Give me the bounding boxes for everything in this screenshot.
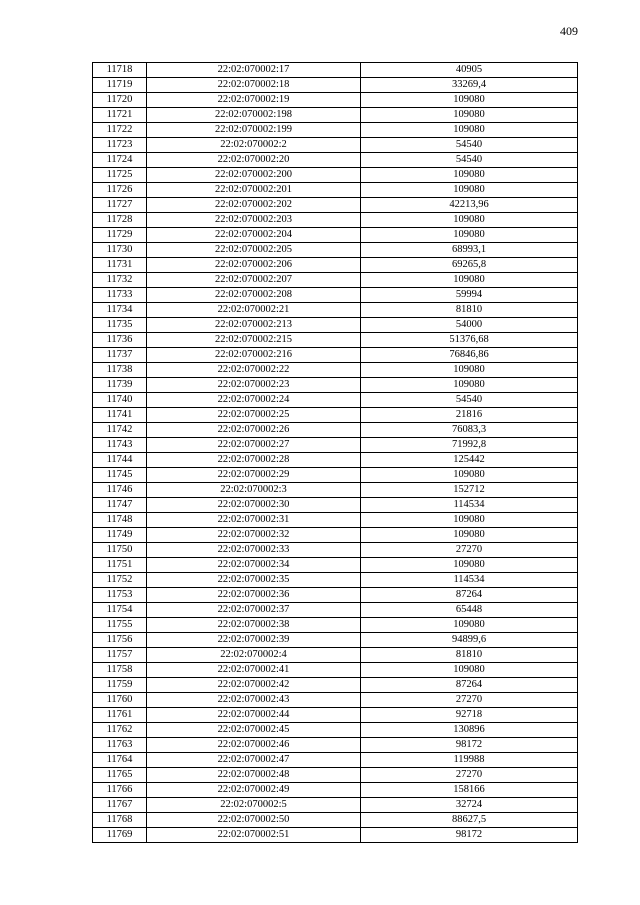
table-row xyxy=(93,513,578,528)
value-cell: 109080 xyxy=(361,663,578,678)
table-row xyxy=(93,213,578,228)
cadastral-number-cell: 22:02:070002:199 xyxy=(147,123,361,138)
value-cell: 40905 xyxy=(361,63,578,78)
row-number-cell: 11727 xyxy=(93,198,147,213)
table-row xyxy=(93,183,578,198)
row-number-cell: 11743 xyxy=(93,438,147,453)
value-cell: 109080 xyxy=(361,93,578,108)
table-row xyxy=(93,468,578,483)
value-cell: 125442 xyxy=(361,453,578,468)
table-row xyxy=(93,303,578,318)
registry-table xyxy=(92,62,578,843)
table-row xyxy=(93,828,578,843)
value-cell: 76846,86 xyxy=(361,348,578,363)
table-row xyxy=(93,453,578,468)
row-number-cell: 11725 xyxy=(93,168,147,183)
cadastral-number-cell: 22:02:070002:51 xyxy=(147,828,361,843)
cadastral-number-cell: 22:02:070002:35 xyxy=(147,573,361,588)
value-cell: 54540 xyxy=(361,393,578,408)
cadastral-number-cell: 22:02:070002:215 xyxy=(147,333,361,348)
row-number-cell: 11738 xyxy=(93,363,147,378)
table-row xyxy=(93,153,578,168)
row-number-cell: 11730 xyxy=(93,243,147,258)
table-row xyxy=(93,318,578,333)
row-number-cell: 11760 xyxy=(93,693,147,708)
row-number-cell: 11765 xyxy=(93,768,147,783)
table-row xyxy=(93,663,578,678)
cadastral-number-cell: 22:02:070002:205 xyxy=(147,243,361,258)
table-row xyxy=(93,603,578,618)
row-number-cell: 11721 xyxy=(93,108,147,123)
row-number-cell: 11722 xyxy=(93,123,147,138)
value-cell: 51376,68 xyxy=(361,333,578,348)
row-number-cell: 11724 xyxy=(93,153,147,168)
cadastral-number-cell: 22:02:070002:31 xyxy=(147,513,361,528)
row-number-cell: 11739 xyxy=(93,378,147,393)
row-number-cell: 11763 xyxy=(93,738,147,753)
value-cell: 109080 xyxy=(361,183,578,198)
value-cell: 158166 xyxy=(361,783,578,798)
row-number-cell: 11718 xyxy=(93,63,147,78)
table-row xyxy=(93,93,578,108)
value-cell: 152712 xyxy=(361,483,578,498)
table-row xyxy=(93,423,578,438)
cadastral-number-cell: 22:02:070002:28 xyxy=(147,453,361,468)
value-cell: 109080 xyxy=(361,528,578,543)
value-cell: 21816 xyxy=(361,408,578,423)
cadastral-number-cell: 22:02:070002:23 xyxy=(147,378,361,393)
value-cell: 98172 xyxy=(361,828,578,843)
value-cell: 71992,8 xyxy=(361,438,578,453)
row-number-cell: 11744 xyxy=(93,453,147,468)
cadastral-number-cell: 22:02:070002:37 xyxy=(147,603,361,618)
cadastral-number-cell: 22:02:070002:41 xyxy=(147,663,361,678)
row-number-cell: 11723 xyxy=(93,138,147,153)
table-row xyxy=(93,273,578,288)
row-number-cell: 11735 xyxy=(93,318,147,333)
cadastral-number-cell: 22:02:070002:33 xyxy=(147,543,361,558)
cadastral-number-cell: 22:02:070002:36 xyxy=(147,588,361,603)
cadastral-number-cell: 22:02:070002:207 xyxy=(147,273,361,288)
cadastral-number-cell: 22:02:070002:48 xyxy=(147,768,361,783)
value-cell: 27270 xyxy=(361,693,578,708)
table-row xyxy=(93,768,578,783)
table-row xyxy=(93,813,578,828)
cadastral-number-cell: 22:02:070002:198 xyxy=(147,108,361,123)
row-number-cell: 11732 xyxy=(93,273,147,288)
value-cell: 69265,8 xyxy=(361,258,578,273)
page-number: 409 xyxy=(560,24,578,38)
table-row xyxy=(93,168,578,183)
cadastral-number-cell: 22:02:070002:206 xyxy=(147,258,361,273)
cadastral-number-cell: 22:02:070002:39 xyxy=(147,633,361,648)
cadastral-number-cell: 22:02:070002:24 xyxy=(147,393,361,408)
cadastral-number-cell: 22:02:070002:22 xyxy=(147,363,361,378)
table-row xyxy=(93,618,578,633)
row-number-cell: 11764 xyxy=(93,753,147,768)
cadastral-number-cell: 22:02:070002:50 xyxy=(147,813,361,828)
row-number-cell: 11720 xyxy=(93,93,147,108)
cadastral-number-cell: 22:02:070002:38 xyxy=(147,618,361,633)
table-row xyxy=(93,438,578,453)
value-cell: 109080 xyxy=(361,378,578,393)
table-row xyxy=(93,363,578,378)
value-cell: 81810 xyxy=(361,303,578,318)
row-number-cell: 11745 xyxy=(93,468,147,483)
registry-table-body xyxy=(93,63,578,843)
cadastral-number-cell: 22:02:070002:27 xyxy=(147,438,361,453)
cadastral-number-cell: 22:02:070002:47 xyxy=(147,753,361,768)
table-row xyxy=(93,783,578,798)
value-cell: 119988 xyxy=(361,753,578,768)
value-cell: 94899,6 xyxy=(361,633,578,648)
cadastral-number-cell: 22:02:070002:5 xyxy=(147,798,361,813)
table-row xyxy=(93,243,578,258)
value-cell: 76083,3 xyxy=(361,423,578,438)
value-cell: 42213,96 xyxy=(361,198,578,213)
table-row xyxy=(93,333,578,348)
table-row xyxy=(93,588,578,603)
value-cell: 27270 xyxy=(361,768,578,783)
row-number-cell: 11767 xyxy=(93,798,147,813)
row-number-cell: 11768 xyxy=(93,813,147,828)
cadastral-number-cell: 22:02:070002:30 xyxy=(147,498,361,513)
table-row xyxy=(93,408,578,423)
row-number-cell: 11759 xyxy=(93,678,147,693)
table-row xyxy=(93,528,578,543)
table-row xyxy=(93,543,578,558)
value-cell: 109080 xyxy=(361,618,578,633)
cadastral-number-cell: 22:02:070002:208 xyxy=(147,288,361,303)
cadastral-number-cell: 22:02:070002:201 xyxy=(147,183,361,198)
row-number-cell: 11747 xyxy=(93,498,147,513)
table-row xyxy=(93,348,578,363)
cadastral-number-cell: 22:02:070002:216 xyxy=(147,348,361,363)
cadastral-number-cell: 22:02:070002:21 xyxy=(147,303,361,318)
cadastral-number-cell: 22:02:070002:20 xyxy=(147,153,361,168)
row-number-cell: 11729 xyxy=(93,228,147,243)
row-number-cell: 11758 xyxy=(93,663,147,678)
cadastral-number-cell: 22:02:070002:2 xyxy=(147,138,361,153)
value-cell: 32724 xyxy=(361,798,578,813)
row-number-cell: 11753 xyxy=(93,588,147,603)
value-cell: 68993,1 xyxy=(361,243,578,258)
table-row xyxy=(93,723,578,738)
cadastral-number-cell: 22:02:070002:19 xyxy=(147,93,361,108)
table-row xyxy=(93,138,578,153)
table-row xyxy=(93,108,578,123)
row-number-cell: 11762 xyxy=(93,723,147,738)
cadastral-number-cell: 22:02:070002:17 xyxy=(147,63,361,78)
cadastral-number-cell: 22:02:070002:49 xyxy=(147,783,361,798)
cadastral-number-cell: 22:02:070002:45 xyxy=(147,723,361,738)
cadastral-number-cell: 22:02:070002:203 xyxy=(147,213,361,228)
value-cell: 87264 xyxy=(361,678,578,693)
value-cell: 109080 xyxy=(361,168,578,183)
cadastral-number-cell: 22:02:070002:34 xyxy=(147,558,361,573)
row-number-cell: 11751 xyxy=(93,558,147,573)
row-number-cell: 11736 xyxy=(93,333,147,348)
value-cell: 114534 xyxy=(361,498,578,513)
table-row xyxy=(93,693,578,708)
cadastral-number-cell: 22:02:070002:46 xyxy=(147,738,361,753)
table-row xyxy=(93,633,578,648)
table-row xyxy=(93,198,578,213)
row-number-cell: 11750 xyxy=(93,543,147,558)
value-cell: 65448 xyxy=(361,603,578,618)
cadastral-number-cell: 22:02:070002:213 xyxy=(147,318,361,333)
table-row xyxy=(93,78,578,93)
table-row xyxy=(93,678,578,693)
row-number-cell: 11726 xyxy=(93,183,147,198)
cadastral-number-cell: 22:02:070002:26 xyxy=(147,423,361,438)
row-number-cell: 11769 xyxy=(93,828,147,843)
value-cell: 114534 xyxy=(361,573,578,588)
row-number-cell: 11752 xyxy=(93,573,147,588)
row-number-cell: 11733 xyxy=(93,288,147,303)
row-number-cell: 11761 xyxy=(93,708,147,723)
row-number-cell: 11749 xyxy=(93,528,147,543)
value-cell: 109080 xyxy=(361,213,578,228)
row-number-cell: 11746 xyxy=(93,483,147,498)
cadastral-number-cell: 22:02:070002:43 xyxy=(147,693,361,708)
row-number-cell: 11755 xyxy=(93,618,147,633)
table-row xyxy=(93,378,578,393)
cadastral-number-cell: 22:02:070002:3 xyxy=(147,483,361,498)
value-cell: 27270 xyxy=(361,543,578,558)
table-row xyxy=(93,228,578,243)
value-cell: 109080 xyxy=(361,468,578,483)
cadastral-number-cell: 22:02:070002:25 xyxy=(147,408,361,423)
table-row xyxy=(93,393,578,408)
value-cell: 87264 xyxy=(361,588,578,603)
table-row xyxy=(93,558,578,573)
value-cell: 109080 xyxy=(361,273,578,288)
cadastral-number-cell: 22:02:070002:4 xyxy=(147,648,361,663)
row-number-cell: 11737 xyxy=(93,348,147,363)
row-number-cell: 11757 xyxy=(93,648,147,663)
table-row xyxy=(93,498,578,513)
value-cell: 109080 xyxy=(361,558,578,573)
table-row xyxy=(93,288,578,303)
value-cell: 109080 xyxy=(361,108,578,123)
value-cell: 54540 xyxy=(361,153,578,168)
value-cell: 109080 xyxy=(361,123,578,138)
cadastral-number-cell: 22:02:070002:29 xyxy=(147,468,361,483)
cadastral-number-cell: 22:02:070002:200 xyxy=(147,168,361,183)
table-row xyxy=(93,738,578,753)
table-row xyxy=(93,483,578,498)
cadastral-number-cell: 22:02:070002:204 xyxy=(147,228,361,243)
cadastral-number-cell: 22:02:070002:202 xyxy=(147,198,361,213)
row-number-cell: 11740 xyxy=(93,393,147,408)
row-number-cell: 11731 xyxy=(93,258,147,273)
table-row xyxy=(93,63,578,78)
row-number-cell: 11754 xyxy=(93,603,147,618)
cadastral-number-cell: 22:02:070002:18 xyxy=(147,78,361,93)
table-row xyxy=(93,573,578,588)
value-cell: 54000 xyxy=(361,318,578,333)
value-cell: 109080 xyxy=(361,228,578,243)
row-number-cell: 11748 xyxy=(93,513,147,528)
row-number-cell: 11741 xyxy=(93,408,147,423)
table-row xyxy=(93,258,578,273)
row-number-cell: 11728 xyxy=(93,213,147,228)
value-cell: 92718 xyxy=(361,708,578,723)
value-cell: 109080 xyxy=(361,363,578,378)
value-cell: 98172 xyxy=(361,738,578,753)
row-number-cell: 11766 xyxy=(93,783,147,798)
value-cell: 54540 xyxy=(361,138,578,153)
value-cell: 130896 xyxy=(361,723,578,738)
value-cell: 88627,5 xyxy=(361,813,578,828)
value-cell: 59994 xyxy=(361,288,578,303)
table-row xyxy=(93,648,578,663)
cadastral-number-cell: 22:02:070002:44 xyxy=(147,708,361,723)
cadastral-number-cell: 22:02:070002:42 xyxy=(147,678,361,693)
table-row xyxy=(93,708,578,723)
table-row xyxy=(93,753,578,768)
table-row xyxy=(93,123,578,138)
value-cell: 109080 xyxy=(361,513,578,528)
row-number-cell: 11734 xyxy=(93,303,147,318)
row-number-cell: 11742 xyxy=(93,423,147,438)
row-number-cell: 11719 xyxy=(93,78,147,93)
value-cell: 33269,4 xyxy=(361,78,578,93)
value-cell: 81810 xyxy=(361,648,578,663)
row-number-cell: 11756 xyxy=(93,633,147,648)
cadastral-number-cell: 22:02:070002:32 xyxy=(147,528,361,543)
table-row xyxy=(93,798,578,813)
